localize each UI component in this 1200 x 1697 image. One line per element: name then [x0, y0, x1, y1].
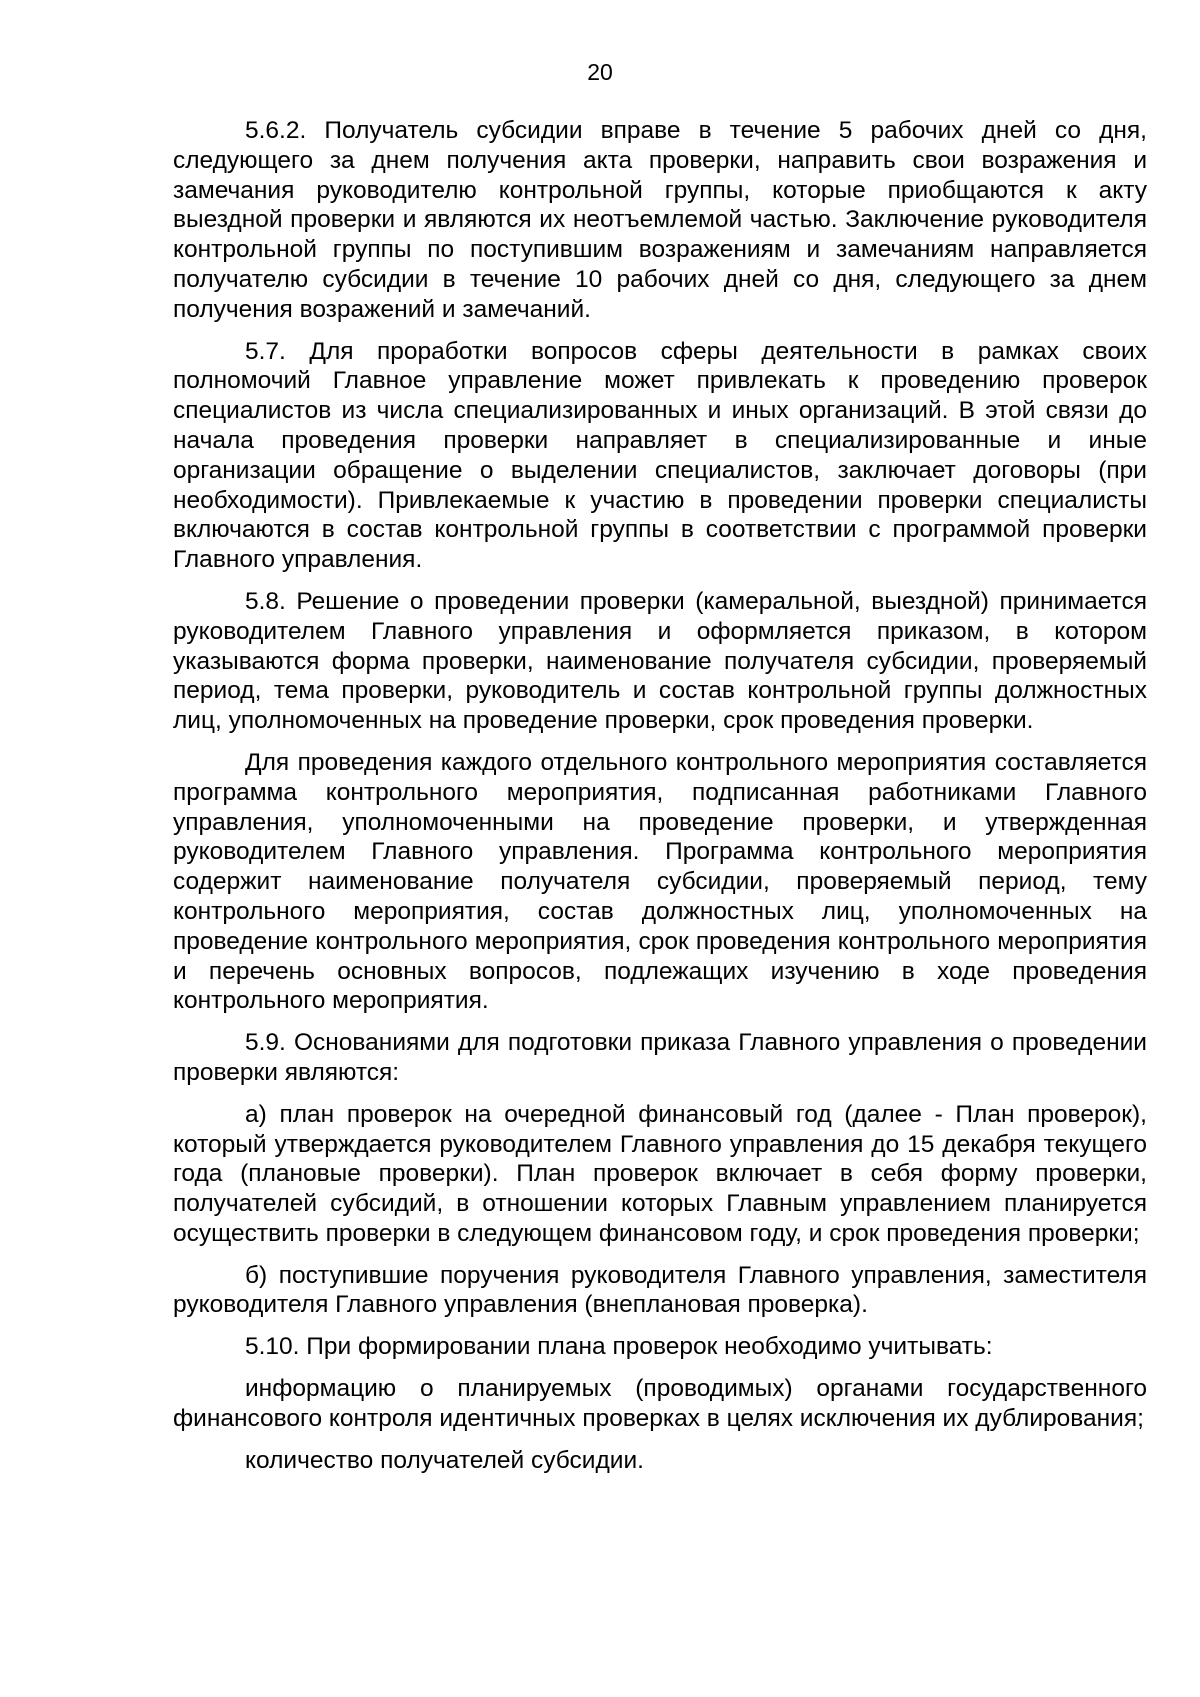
page-number: 20 [587, 59, 613, 85]
paragraph-5-9: 5.9. Основаниями для подготовки приказа Главного управления о проведении проверки являются: [173, 1029, 1147, 1086]
paragraph-program: Для проведения каждого отдельного контрольного мероприятия составляется программа контрольного мероприятия, подписанная работниками Главного управления, уполномоченными на проведение проверки, и утвержденная руководителем Главного управления. Программа контрольного мероприятия содержит наименование получателя субсидии, проверяемый период, тему контрольного мероприятия, состав должностных лиц, уполномоченных на проведение контрольного мероприятия, срок проведения контрольного мероприятия и перечень основных вопросов, подлежащих изучению в ходе проведения контрольного мероприятия. [173, 748, 1147, 1015]
paragraph-5-9-b: б) поступившие поручения руководителя Главного управления, заместителя руководителя Главного управления (внеплановая проверка). [173, 1261, 1147, 1319]
paragraph-5-9-a: а) план проверок на очередной финансовый год (далее - План проверок), который утверждается руководителем Главного управления до 15 декабря текущего года (плановые проверки). План проверок включает в себя форму проверки, получателей субсидий, в отношении которых Главным управлением планируется осуществить проверки в следующем финансовом году, и срок проведения проверки; [173, 1100, 1147, 1247]
paragraph-5-6-2: 5.6.2. Получатель субсидии вправе в течение 5 рабочих дней со дня, следующего за днем получения акта проверки, направить свои возражения и замечания руководителю контрольной группы, которые приобщаются к акту выездной проверки и являются их неотъемлемой частью. Заключение руководителя контрольной группы по поступившим возражениям и замечаниям направляется получателю субсидии в течение 10 рабочих дней со дня, следующего за днем получения возражений и замечаний. [173, 117, 1147, 323]
paragraph-5-8: 5.8. Решение о проведении проверки (камеральной, выездной) принимается руководителем Главного управления и оформляется приказом, в котором указываются форма проверки, наименование получателя субсидии, проверяемый период, тема проверки, руководитель и состав контрольной группы должностных лиц, уполномоченных на проведение проверки, срок проведения проверки. [173, 587, 1147, 735]
paragraph-5-10-count: количество получателей субсидии. [245, 1446, 644, 1474]
paragraph-5-7: 5.7. Для проработки вопросов сферы деятельности в рамках своих полномочий Главное управление может привлекать к проведению проверок специалистов из числа специализированных и иных организаций. В этой связи до начала проведения проверки направляет в специализированные и иные организации обращение о выделении специалистов, заключает договоры (при необходимости). Привлекаемые к участию в проведении проверки специалисты включаются в состав контрольной группы в соответствии с программой проверки Главного управления. [173, 337, 1147, 574]
paragraph-5-10: 5.10. При формировании плана проверок необходимо учитывать: [245, 1333, 993, 1361]
document-body [173, 116, 1147, 1487]
paragraph-5-10-info: информацию о планируемых (проводимых) органами государственного финансового контроля идентичных проверках в целях исключения их дублирования; [173, 1375, 1147, 1432]
